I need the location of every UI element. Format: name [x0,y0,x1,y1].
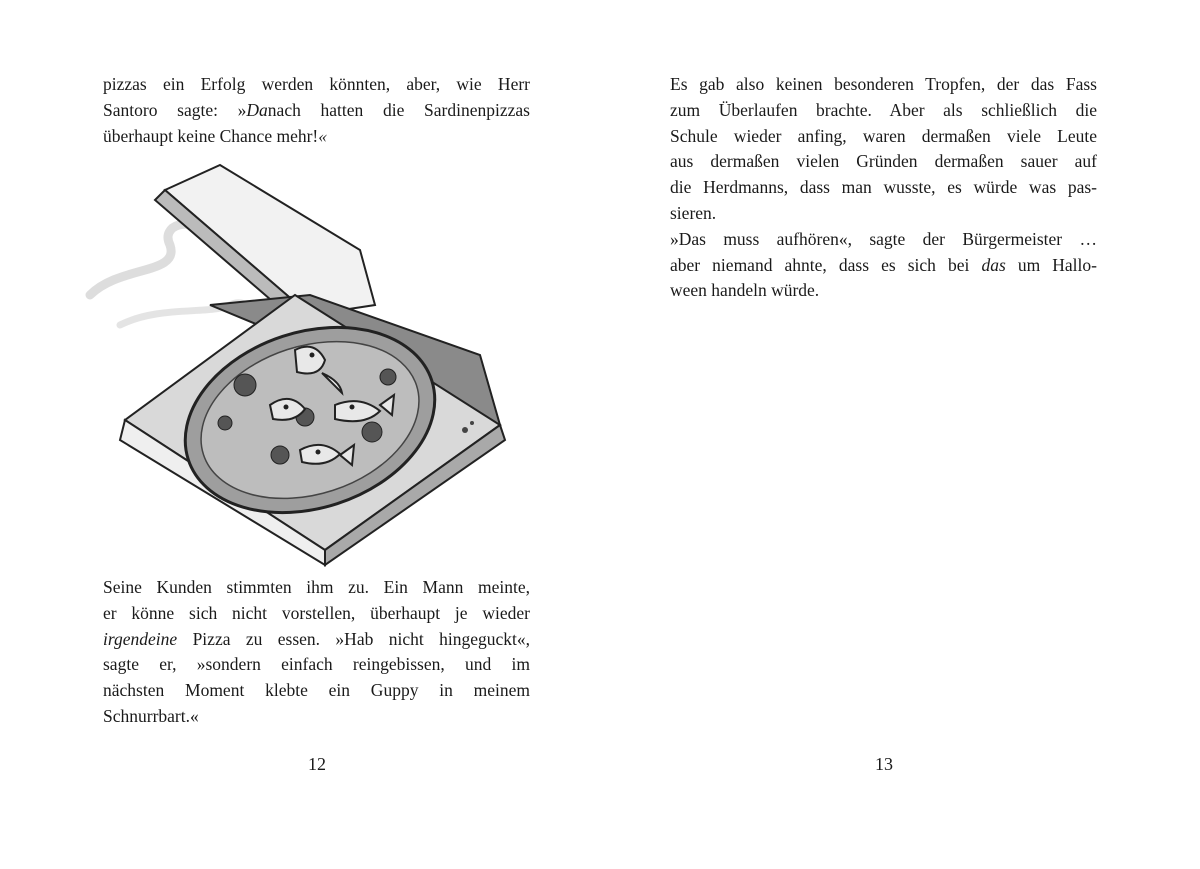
text-line: Santoro sagte: »Danach hatten die Sardinenpizzas [103,99,530,120]
pizza-box-with-fish-pizza-icon [60,155,510,570]
text-line: Es gab also keinen besonderen Tropfen, der das Fass [670,74,1097,94]
text-line: Schnurrbart.« [103,705,199,726]
text-line: die Herdmanns, dass man wusste, es würde was pas- [670,177,1097,198]
text-line: er könne sich nicht vorstellen, überhaupt je wieder [103,602,530,623]
left-bottom-paragraph [103,575,530,730]
text-line: aus dermaßen vielen Gründen dermaßen sauer auf [670,151,1097,172]
text-line: sieren. [670,202,717,223]
text-line: ween handeln würde. [670,280,820,301]
text-line: pizzas ein Erfolg werden könnten, aber, wie Herr [103,74,530,94]
text-line: nächsten Moment klebte ein Guppy in meinem [103,680,530,701]
text-line: Seine Kunden stimmten ihm zu. Ein Mann meinte, [103,577,530,597]
right-page [600,0,1200,869]
text-line: sagte er, »sondern einfach reingebissen, und im [103,654,530,675]
text-line: »Das muss aufhören«, sagte der Bürgermeister … [670,228,1097,249]
text-line: aber niemand ahnte, dass es sich bei das um Hallo- [670,254,1097,275]
page-number-right: 13 [875,754,893,774]
left-top-paragraph [103,72,530,149]
text-line: überhaupt keine Chance mehr!« [103,125,328,146]
page-number-left: 12 [308,754,326,774]
text-line: irgendeine Pizza zu essen. »Hab nicht hingeguckt«, [103,628,530,649]
text-line: zum Überlaufen brachte. Aber als schließlich die [670,99,1097,120]
right-paragraph [670,72,1097,304]
text-line: Schule wieder anfing, waren dermaßen viele Leute [670,125,1097,146]
